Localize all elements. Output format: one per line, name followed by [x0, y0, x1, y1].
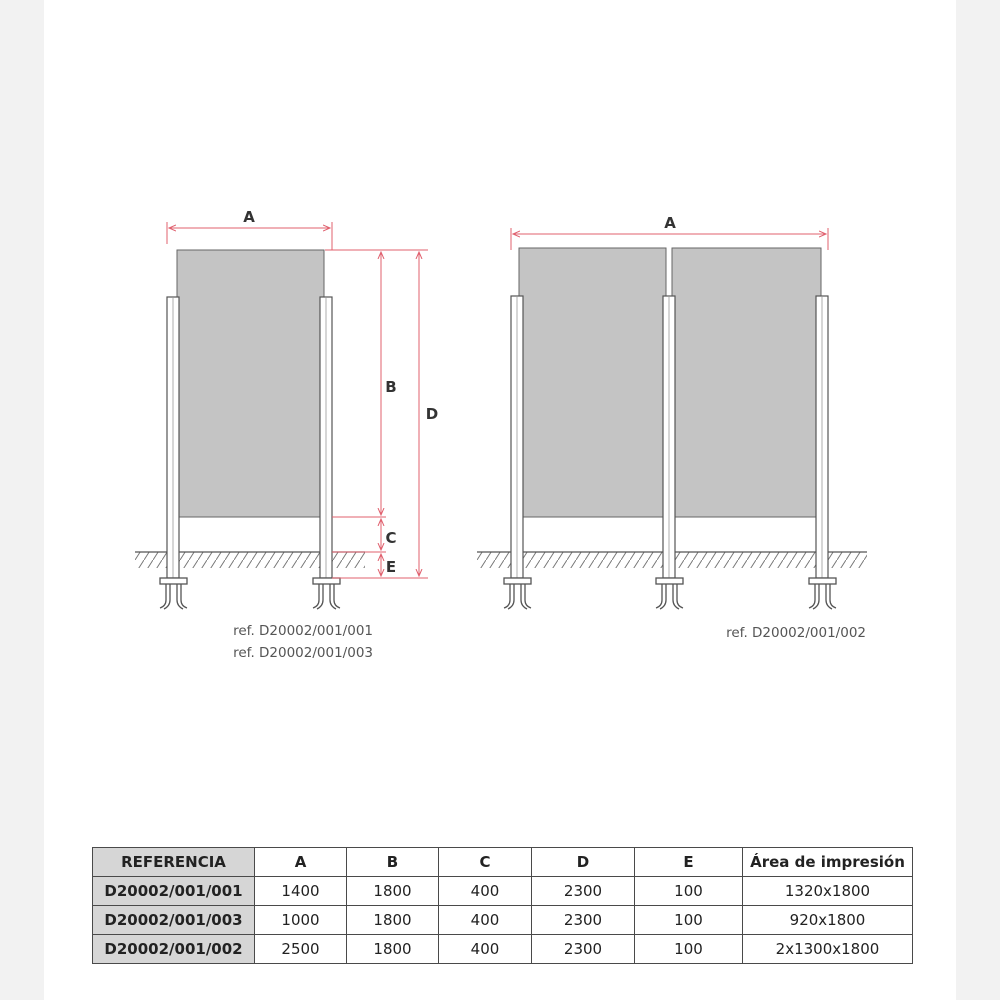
- column-header-b: B: [347, 848, 439, 877]
- column-header-print-area: Área de impresión: [743, 848, 913, 877]
- table-cell: 2500: [255, 935, 347, 964]
- dimension-d-label: D: [425, 405, 439, 423]
- reference-label: ref. D20002/001/002: [726, 625, 866, 641]
- table-cell: 100: [635, 935, 743, 964]
- reference-label-1: ref. D20002/001/001: [233, 623, 373, 639]
- dimension-a-label: A: [664, 214, 676, 232]
- table-cell: 400: [439, 935, 532, 964]
- table-cell: 1400: [255, 877, 347, 906]
- table-cell: 100: [635, 906, 743, 935]
- table-cell: 1800: [347, 906, 439, 935]
- column-header-c: C: [439, 848, 532, 877]
- table-cell: 920x1800: [743, 906, 913, 935]
- extension-lines: [325, 250, 428, 578]
- reference-label-2: ref. D20002/001/003: [233, 645, 373, 661]
- dimension-c-label: C: [385, 529, 397, 547]
- dimension-b-label: B: [385, 378, 397, 396]
- column-header-a: A: [255, 848, 347, 877]
- reference-cell: D20002/001/002: [93, 935, 255, 964]
- column-header-e: E: [635, 848, 743, 877]
- dimension-a-label: A: [243, 208, 255, 226]
- table-cell: 400: [439, 906, 532, 935]
- table-row: [93, 906, 913, 935]
- column-header-d: D: [532, 848, 635, 877]
- left-foot: [160, 578, 187, 609]
- specifications-table: [92, 847, 913, 964]
- table-row: [93, 877, 913, 906]
- single-panel-drawing: [135, 208, 438, 661]
- table-cell: 1800: [347, 935, 439, 964]
- right-foot: [313, 578, 340, 609]
- table-cell: 2x1300x1800: [743, 935, 913, 964]
- table-cell: 1000: [255, 906, 347, 935]
- dimension-a: [167, 222, 332, 250]
- table-cell: 400: [439, 877, 532, 906]
- reference-cell: D20002/001/001: [93, 877, 255, 906]
- middle-foot: [656, 578, 683, 609]
- dimension-e-label: E: [385, 558, 397, 576]
- column-header-referencia: REFERENCIA: [93, 848, 255, 877]
- table-cell: 1800: [347, 877, 439, 906]
- table-header-row: [93, 848, 913, 877]
- graphic-panel-right: [672, 248, 821, 517]
- right-foot: [809, 578, 836, 609]
- table-cell: 2300: [532, 935, 635, 964]
- left-foot: [504, 578, 531, 609]
- table-row: [93, 935, 913, 964]
- reference-cell: D20002/001/003: [93, 906, 255, 935]
- graphic-panel: [177, 250, 324, 517]
- table-cell: 2300: [532, 877, 635, 906]
- graphic-panel-left: [519, 248, 666, 517]
- table-cell: 100: [635, 877, 743, 906]
- double-panel-drawing: [477, 214, 867, 641]
- table-cell: 2300: [532, 906, 635, 935]
- table-cell: 1320x1800: [743, 877, 913, 906]
